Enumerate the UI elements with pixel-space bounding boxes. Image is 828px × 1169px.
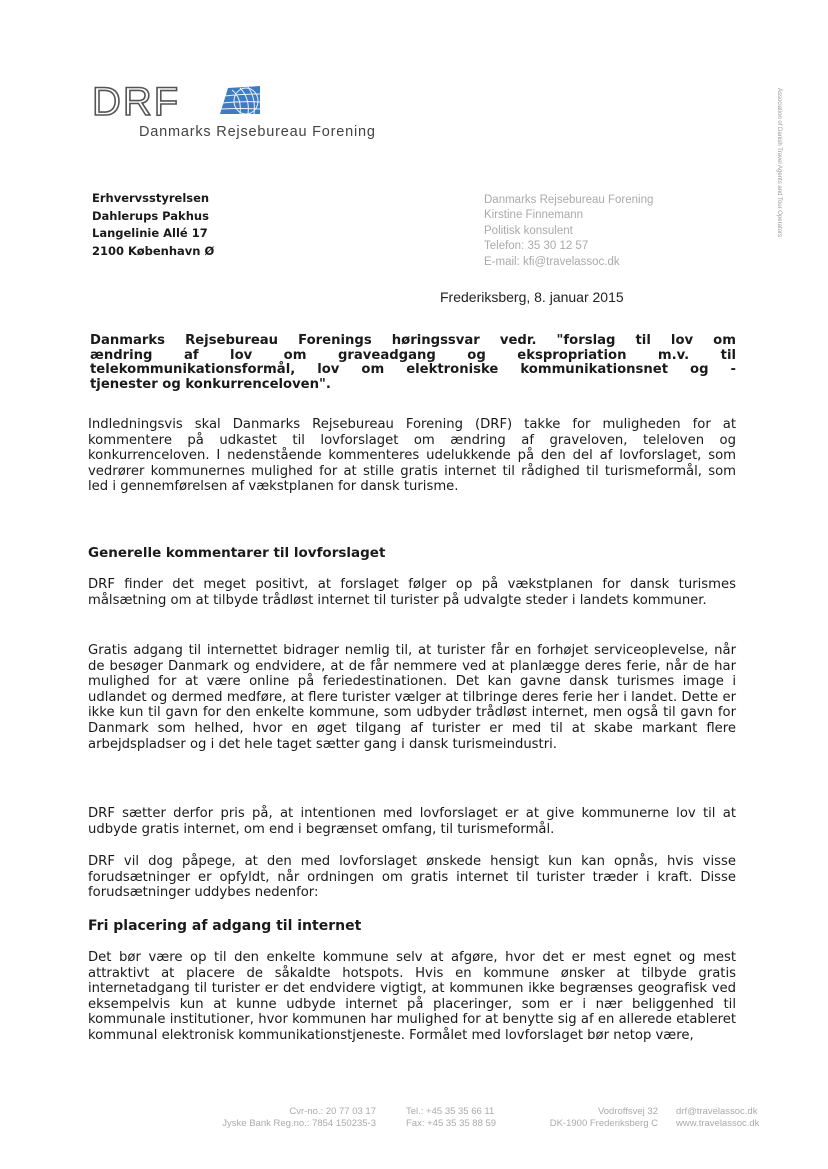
footer-contact — [676, 1106, 759, 1130]
side-text-label: Association of Danish Travel Agents and Tour Operators — [776, 88, 782, 237]
footer-tel: Tel.: +45 35 35 66 11 — [406, 1106, 495, 1117]
letter-date: Frederiksberg, 8. januar 2015 — [440, 289, 624, 305]
footer-street: Vodroffsvej 32 — [597, 1106, 658, 1117]
body-paragraph: DRF vil dog påpege, at den med lovforslaget ønskede hensigt kun kan opnås, hvis visse forudsætninger er opfyldt, når ordningen om gratis internet til turister træder i kraft. Disse forudsætninger uddybes nedenfor: — [88, 854, 736, 901]
letter-title — [90, 334, 736, 392]
recipient-line: Erhvervsstyrelsen — [92, 191, 210, 205]
footer-website: www.travelassoc.dk — [676, 1118, 760, 1129]
sender-block — [484, 193, 653, 270]
sender-line: Kirstine Finnemann — [484, 209, 584, 222]
body-paragraph: Det bør være op til den enkelte kommune selv at afgøre, hvor det er mest egnet og mest attraktivt at placere de såkaldte hotspots. Hvis en kommune ønsker at tilbyde gratis internetadgang til turister er det endvidere vigtigt, at kommunen ikke begrænses geografisk ved eksempelvis kun at kunne udbyde internet på placeringer, som er i nær beliggenhed til kommunale institutioner, hvor kommunen har mulighed for at benytte sig af en allerede etableret kommunal elektronisk kommunikationstjeneste. Formålet med lovforslaget bør netop være, — [88, 950, 736, 1043]
intro-paragraph: Indledningsvis skal Danmarks Rejsebureau Forening (DRF) takke for muligheden for at kommentere på udkastet til lovforslaget om ændring af graveloven, teleloven og konkurrenceloven. I nedenstående kommenteres udelukkende på den del af lovforslaget, som vedrører kommunernes mulighed for at stille gratis internet til rådighed til turismeformål, som led i gennemførelsen af vækstplanen for dansk turisme. — [88, 417, 736, 495]
sender-phone: Telefon: 35 30 12 57 — [484, 240, 589, 253]
footer-city: DK-1900 Frederiksberg C — [549, 1118, 658, 1129]
footer-address — [532, 1106, 658, 1130]
recipient-address — [92, 190, 214, 260]
sender-line: Danmarks Rejsebureau Forening — [484, 194, 654, 206]
title-line: Danmarks Rejsebureau Forenings høringssvar vedr. "forslag til lov om — [90, 333, 736, 348]
side-vertical-text — [760, 88, 790, 258]
footer-cvr: Cvr-no.: 20 77 03 17 — [289, 1106, 376, 1117]
title-line: telekommunikationsformål, lov om elektroniske kommunikationsnet og - — [90, 362, 736, 377]
logo-wordmark: DRF — [92, 80, 181, 124]
footer-phone — [406, 1106, 496, 1130]
drf-logo — [92, 82, 452, 152]
title-line: tjenester og konkurrenceloven". — [90, 376, 331, 392]
body-paragraph: DRF sætter derfor pris på, at intentionen med lovforslaget er at give kommunerne lov til at udbyde gratis internet, om end i begrænset omfang, til turismeformål. — [88, 806, 736, 837]
title-line: ændring af lov om graveadgang og ekspropriation m.v. til — [90, 347, 736, 363]
section-heading-placement: Fri placering af adgang til internet — [88, 918, 362, 934]
footer-bank: Jyske Bank Reg.no.: 7854 150235-3 — [222, 1118, 376, 1129]
section-heading-general: Generelle kommentarer til lovforslaget — [88, 545, 386, 561]
body-paragraph: Gratis adgang til internettet bidrager nemlig til, at turister får en forhøjet serviceoplevelse, når de besøger Danmark og endvidere, at de får nemmere ved at planlægge deres ferie, når de har mulighed for at være online på feriedestinationen. Det kan gavne dansk turismes image i udlandet og dermed medføre, at flere turister vælger at tilbringe deres ferie her i landet. Dette er ikke kun til gavn for den enkelte kommune, som udbyder trådløst internet, men også til gavn for Danmark som helhed, hvor en øget tilgang af turister er med til at skabe markant flere arbejdspladser og i det hele taget sætter gang i dansk turismeindustri. — [88, 643, 736, 752]
sender-line: Politisk konsulent — [484, 224, 573, 237]
footer-fax: Fax: +45 35 35 88 59 — [406, 1118, 497, 1129]
recipient-line: Dahlerups Pakhus — [92, 208, 209, 223]
globe-grid-icon — [214, 84, 262, 116]
recipient-line: Langelinie Allé 17 — [92, 226, 208, 240]
sender-email: E-mail: kfi@travelassoc.dk — [484, 255, 620, 268]
logo-org-name: Danmarks Rejsebureau Forening — [139, 124, 376, 140]
recipient-line: 2100 København Ø — [92, 243, 215, 258]
footer-email: drf@travelassoc.dk — [676, 1106, 758, 1117]
body-paragraph: DRF finder det meget positivt, at forslaget følger op på vækstplanen for dansk turismes målsætning om at tilbyde trådløst internet til turister på udvalgte steder i landets kommuner. — [88, 577, 736, 608]
footer-registration — [196, 1106, 376, 1130]
